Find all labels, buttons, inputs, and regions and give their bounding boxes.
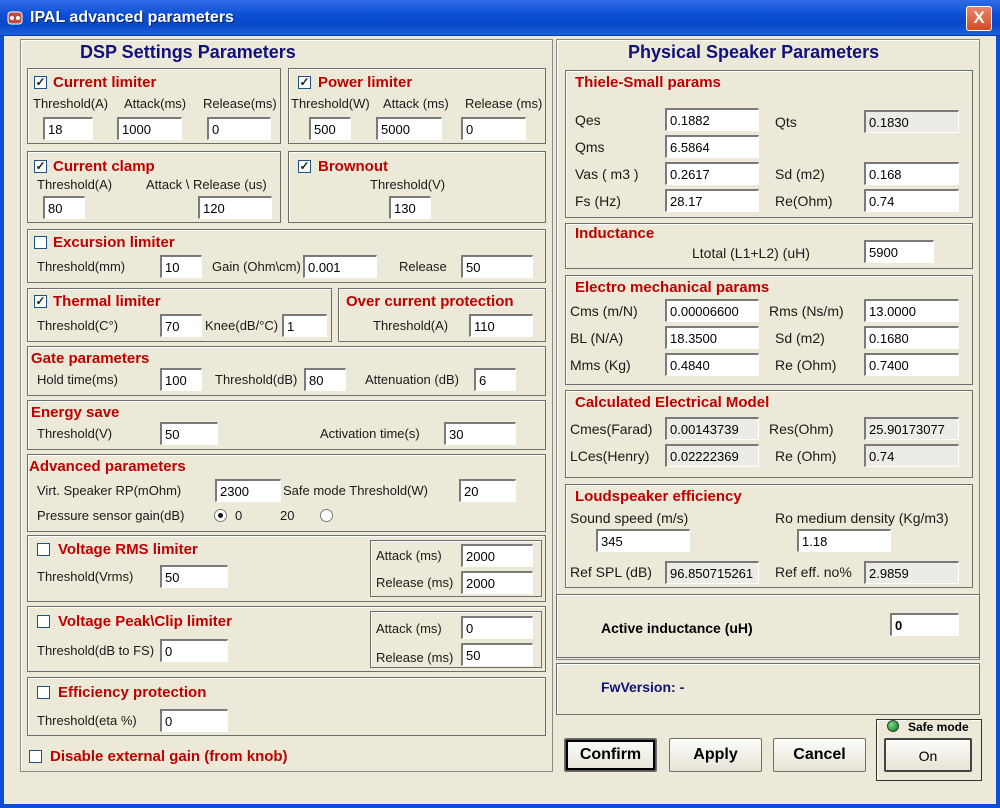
vas-input[interactable]: 0.2617 [665, 162, 759, 185]
electro-sd-label: Sd (m2) [775, 330, 825, 346]
confirm-button[interactable]: Confirm [564, 738, 657, 772]
excursion-release-label: Release [399, 259, 447, 274]
dsp-header: DSP Settings Parameters [80, 42, 296, 62]
voltage-peak-title: Voltage Peak\Clip limiter [58, 613, 232, 630]
brownout-threshold-label: Threshold(V) [370, 177, 446, 192]
voltage-peak-release-label: Release (ms) [376, 650, 454, 665]
ltotal-label: Ltotal (L1+L2) (uH) [692, 245, 810, 261]
current-limiter-checkbox[interactable]: ✓ [35, 75, 46, 89]
power-limiter-release-label: Release (ms) [465, 96, 543, 111]
excursion-release-input[interactable]: 50 [461, 255, 533, 278]
fs-label: Fs (Hz) [575, 193, 621, 209]
thermal-threshold-input[interactable]: 70 [160, 314, 202, 337]
power-limiter-title: Power limiter [318, 74, 413, 91]
thermal-limiter-checkbox[interactable]: ✓ [35, 294, 46, 308]
energy-activation-input[interactable]: 30 [444, 422, 516, 445]
safe-mode-led-icon [887, 720, 899, 732]
pressure-gain-radio-20[interactable] [320, 509, 333, 522]
excursion-gain-input[interactable]: 0.001 [303, 255, 377, 278]
over-current-title: Over current protection [346, 293, 514, 310]
advanced-safe-label: Safe mode Threshold(W) [283, 483, 428, 498]
ro-density-input[interactable]: 1.18 [797, 529, 891, 552]
thermal-knee-input[interactable]: 1 [282, 314, 327, 337]
gate-title: Gate parameters [31, 350, 150, 367]
cms-input[interactable]: 0.00006600 [665, 299, 759, 322]
over-current-threshold-input[interactable]: 110 [469, 314, 533, 337]
energy-threshold-input[interactable]: 50 [160, 422, 218, 445]
window-frame-right [996, 36, 1000, 808]
cms-label: Cms (m/N) [570, 303, 638, 319]
ref-spl-label: Ref SPL (dB) [570, 564, 652, 580]
gate-hold-label: Hold time(ms) [37, 372, 118, 387]
efficiency-protection-checkbox[interactable] [37, 686, 50, 699]
voltage-peak-threshold-label: Threshold(dB to FS) [37, 643, 155, 658]
voltage-rms-threshold-label: Threshold(Vrms) [37, 569, 134, 584]
close-button[interactable]: X [966, 6, 992, 31]
ref-eff-label: Ref eff. no% [775, 564, 852, 580]
ref-spl-field: 96.850715261 [665, 561, 759, 584]
energy-activation-label: Activation time(s) [320, 426, 420, 441]
cmes-label: Cmes(Farad) [570, 421, 653, 437]
power-limiter-attack-label: Attack (ms) [383, 96, 449, 111]
calculated-model-title: Calculated Electrical Model [575, 394, 770, 411]
electro-re-label: Re (Ohm) [775, 357, 837, 373]
window-frame-bottom [0, 804, 1000, 808]
qts-label: Qts [775, 114, 797, 130]
qts-field: 0.1830 [864, 110, 959, 133]
app-icon [6, 9, 24, 27]
physical-header: Physical Speaker Parameters [628, 42, 880, 62]
advanced-safe-input[interactable]: 20 [459, 479, 516, 502]
voltage-peak-release-input[interactable]: 50 [461, 643, 533, 666]
thermal-knee-label: Knee(dB/°C) [205, 318, 279, 333]
fs-input[interactable]: 28.17 [665, 189, 759, 212]
vas-label: Vas ( m3 ) [575, 166, 639, 182]
efficiency-threshold-label: Threshold(eta %) [37, 713, 137, 728]
excursion-threshold-input[interactable]: 10 [160, 255, 202, 278]
mms-input[interactable]: 0.4840 [665, 353, 759, 376]
voltage-rms-attack-label: Attack (ms) [376, 548, 442, 563]
current-limiter-release-input[interactable]: 0 [207, 117, 271, 140]
voltage-peak-threshold-input[interactable]: 0 [160, 639, 228, 662]
sd-label: Sd (m2) [775, 166, 825, 182]
mms-label: Mms (Kg) [570, 357, 631, 373]
ro-density-label: Ro medium density (Kg/m3) [775, 510, 949, 526]
window-title: IPAL advanced parameters [30, 9, 234, 26]
voltage-rms-checkbox[interactable] [37, 543, 50, 556]
window-frame-left [0, 36, 4, 808]
electro-re-input[interactable]: 0.7400 [864, 353, 959, 376]
voltage-rms-title: Voltage RMS limiter [58, 541, 198, 558]
thiele-small-title: Thiele-Small params [575, 74, 721, 91]
current-limiter-attack-label: Attack(ms) [124, 96, 187, 111]
gate-attenuation-input[interactable]: 6 [474, 368, 516, 391]
pressure-gain-label: Pressure sensor gain(dB) [37, 508, 185, 523]
sd-input[interactable]: 0.168 [864, 162, 959, 185]
fw-version-label: FwVersion: - [601, 679, 685, 695]
current-clamp-attack-release-input[interactable]: 120 [198, 196, 272, 219]
res-field: 25.90173077 [864, 417, 959, 440]
gate-attenuation-label: Attenuation (dB) [365, 372, 459, 387]
brownout-threshold-input[interactable]: 130 [389, 196, 431, 219]
power-limiter-release-input[interactable]: 0 [461, 117, 526, 140]
advanced-virt-input[interactable]: 2300 [215, 479, 281, 502]
re-label: Re(Ohm) [775, 193, 833, 209]
lces-label: LCes(Henry) [570, 448, 650, 464]
disable-external-gain-checkbox[interactable] [29, 750, 42, 763]
current-clamp-threshold-input[interactable]: 80 [43, 196, 85, 219]
lces-field: 0.02222369 [665, 444, 759, 467]
current-clamp-attack-release-label: Attack \ Release (us) [146, 177, 267, 192]
apply-button[interactable]: Apply [669, 738, 762, 772]
loudspeaker-efficiency-title: Loudspeaker efficiency [575, 488, 742, 505]
current-clamp-checkbox[interactable]: ✓ [35, 159, 46, 173]
sound-speed-input[interactable]: 345 [596, 529, 690, 552]
gate-threshold-label: Threshold(dB) [215, 372, 298, 387]
current-limiter-release-label: Release(ms) [203, 96, 277, 111]
voltage-peak-attack-label: Attack (ms) [376, 621, 442, 636]
pressure-gain-option-0: 0 [235, 508, 243, 523]
qes-input[interactable]: 0.1882 [665, 108, 759, 131]
current-limiter-title: Current limiter [53, 74, 157, 91]
thermal-limiter-title: Thermal limiter [53, 293, 161, 310]
brownout-checkbox[interactable]: ✓ [299, 159, 310, 173]
safe-mode-button[interactable]: On [884, 738, 972, 772]
current-clamp-title: Current clamp [53, 158, 155, 175]
power-limiter-attack-input[interactable]: 5000 [376, 117, 442, 140]
voltage-peak-attack-input[interactable]: 0 [461, 616, 533, 639]
safe-mode-title: Safe mode [908, 720, 969, 734]
gate-threshold-input[interactable]: 80 [304, 368, 346, 391]
cmes-field: 0.00143739 [665, 417, 759, 440]
bl-label: BL (N/A) [570, 330, 624, 346]
voltage-peak-checkbox[interactable] [37, 615, 50, 628]
voltage-rms-release-input[interactable]: 2000 [461, 571, 533, 594]
pressure-gain-radio-0[interactable] [214, 509, 227, 522]
power-limiter-threshold-label: Threshold(W) [291, 96, 370, 111]
disable-external-gain-label[interactable]: Disable external gain (from knob) [50, 748, 288, 765]
power-limiter-threshold-input[interactable]: 500 [309, 117, 351, 140]
electro-sd-input[interactable]: 0.1680 [864, 326, 959, 349]
gate-hold-input[interactable]: 100 [160, 368, 202, 391]
ltotal-input[interactable]: 5900 [864, 240, 934, 263]
voltage-rms-release-label: Release (ms) [376, 575, 454, 590]
current-limiter-threshold-label: Threshold(A) [33, 96, 109, 111]
current-limiter-attack-input[interactable]: 1000 [117, 117, 182, 140]
inductance-title: Inductance [575, 225, 655, 242]
pressure-gain-option-20: 20 [280, 508, 295, 523]
active-inductance-label: Active inductance (uH) [601, 620, 753, 636]
res-label: Res(Ohm) [769, 421, 834, 437]
qms-label: Qms [575, 139, 605, 155]
excursion-limiter-title: Excursion limiter [53, 234, 175, 251]
re-input[interactable]: 0.74 [864, 189, 959, 212]
active-inductance-input[interactable]: 0 [890, 613, 959, 636]
current-clamp-threshold-label: Threshold(A) [37, 177, 113, 192]
energy-threshold-label: Threshold(V) [37, 426, 113, 441]
over-current-threshold-label: Threshold(A) [373, 318, 449, 333]
voltage-rms-attack-input[interactable]: 2000 [461, 544, 533, 567]
ref-eff-field: 2.9859 [864, 561, 959, 584]
qms-input[interactable]: 6.5864 [665, 135, 759, 158]
excursion-limiter-checkbox[interactable] [34, 236, 47, 249]
thermal-threshold-label: Threshold(C°) [37, 318, 119, 333]
title-bar[interactable] [0, 0, 1000, 36]
calc-re-label: Re (Ohm) [775, 448, 837, 464]
excursion-threshold-label: Threshold(mm) [37, 259, 126, 274]
efficiency-threshold-input[interactable]: 0 [160, 709, 228, 732]
voltage-rms-threshold-input[interactable]: 50 [160, 565, 228, 588]
brownout-title: Brownout [318, 158, 388, 175]
sound-speed-label: Sound speed (m/s) [570, 510, 689, 526]
energy-save-title: Energy save [31, 404, 120, 421]
efficiency-protection-title: Efficiency protection [58, 684, 207, 701]
current-limiter-threshold-input[interactable]: 18 [43, 117, 93, 140]
qes-label: Qes [575, 112, 601, 128]
advanced-title: Advanced parameters [29, 458, 186, 475]
power-limiter-checkbox[interactable]: ✓ [299, 75, 310, 89]
calc-re-field: 0.74 [864, 444, 959, 467]
advanced-virt-label: Virt. Speaker RP(mOhm) [37, 483, 182, 498]
excursion-gain-label: Gain (Ohm\cm) [212, 259, 301, 274]
cancel-button[interactable]: Cancel [773, 738, 866, 772]
rms-input[interactable]: 13.0000 [864, 299, 959, 322]
electro-mechanical-title: Electro mechanical params [575, 279, 770, 296]
rms-label: Rms (Ns/m) [769, 303, 844, 319]
bl-input[interactable]: 18.3500 [665, 326, 759, 349]
